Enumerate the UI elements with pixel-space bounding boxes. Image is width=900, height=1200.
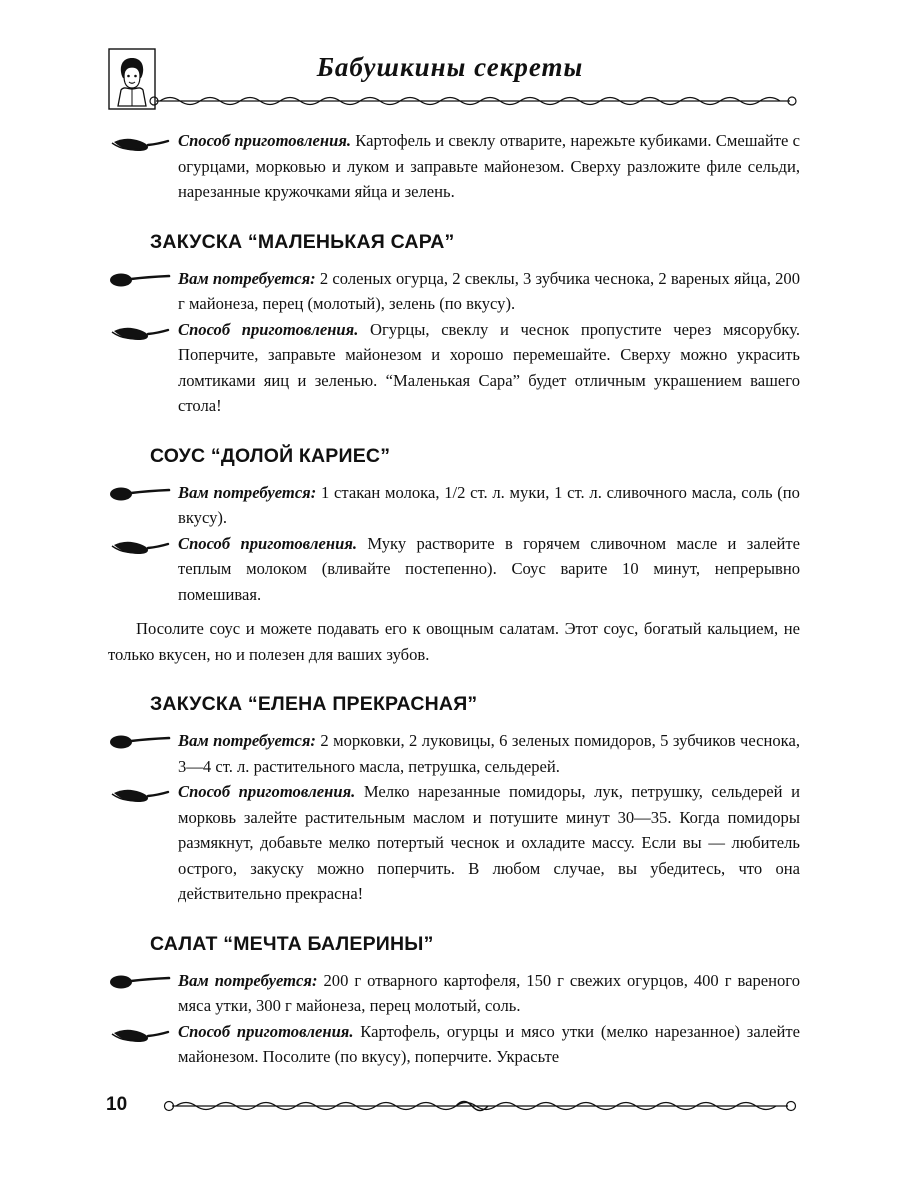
ingredients-text: 1 стакан молока, 1/2 ст. л. муки, 1 ст. л. сливочного масла, соль (по вкусу). bbox=[178, 482, 800, 527]
method-block bbox=[108, 531, 800, 608]
recipe-title: СОУС “ДОЛОЙ КАРИЕС” bbox=[150, 444, 391, 467]
spoon-icon bbox=[108, 970, 172, 994]
ingredients-paragraph bbox=[178, 480, 800, 531]
method-label: Способ приготовления. bbox=[178, 1021, 354, 1041]
ingredients-text: 2 морковки, 2 луковицы, 6 зеленых помидоров, 5 зубчиков чеснока, 3—4 ст. л. растительного масла, петрушка, сельдерей. bbox=[178, 731, 800, 776]
frying-pan-icon bbox=[108, 533, 172, 557]
ingredients-block bbox=[108, 480, 800, 531]
recipe-title: САЛАТ “МЕЧТА БАЛЕРИНЫ” bbox=[150, 932, 434, 955]
ingredients-block bbox=[108, 968, 800, 1019]
method-label: Способ приготовления. bbox=[178, 319, 359, 339]
spoon-icon bbox=[108, 268, 172, 292]
ingredients-label: Вам потребуется: bbox=[178, 731, 316, 750]
ingredients-block bbox=[108, 728, 800, 779]
frying-pan-icon bbox=[108, 1021, 172, 1045]
ingredients-text: 2 соленых огурца, 2 свеклы, 3 зубчика чеснока, 2 вареных яйца, 200 г майонеза, перец (молотый), зелень (по вкусу). bbox=[178, 268, 800, 313]
method-paragraph bbox=[178, 531, 800, 608]
spoon-icon bbox=[108, 730, 172, 754]
ingredients-label: Вам потребуется: bbox=[178, 268, 316, 288]
intro-method-block bbox=[108, 128, 800, 205]
page-body bbox=[108, 128, 800, 1070]
ingredients-paragraph bbox=[178, 968, 800, 1019]
page-footer bbox=[100, 1092, 800, 1126]
footer-ornament-divider bbox=[160, 1094, 800, 1118]
recipe-title: ЗАКУСКА “МАЛЕНЬКАЯ САРА” bbox=[150, 230, 455, 253]
method-text: Картофель, огурцы и мясо утки (мелко нарезанное) залейте майонезом. Посолите (по вкусу), поперчите. Украсьте bbox=[178, 1021, 800, 1066]
method-label: Способ приготовления. bbox=[178, 131, 352, 150]
page-title: Бабушкины секреты bbox=[316, 52, 584, 82]
method-paragraph bbox=[178, 779, 800, 907]
spoon-icon bbox=[108, 482, 172, 506]
ingredients-text: 200 г отварного картофеля, 150 г свежих огурцов, 400 г вареного мяса утки, 300 г майонеза, перец молотый, соль. bbox=[178, 970, 800, 1015]
method-label: Способ приготовления. bbox=[178, 533, 358, 553]
intro-method-paragraph bbox=[178, 128, 800, 205]
frying-pan-icon bbox=[108, 130, 172, 154]
method-paragraph bbox=[178, 317, 800, 419]
ingredients-label: Вам потребуется: bbox=[178, 482, 317, 502]
method-block bbox=[108, 1019, 800, 1070]
method-text: Мелко нарезанные помидоры, лук, петрушку, сельдерей и морковь залейте растительным маслом и потушите минут 30—35. Когда помидоры размякнут, добавьте мелко потертый чеснок и охладите массу. Если вы — любитель острого, закуску можно поперчить. В любом случае, вы убедитесь, что она действительно прекрасна! bbox=[178, 782, 800, 903]
page-number: 10 bbox=[106, 1094, 128, 1115]
ingredients-paragraph bbox=[178, 266, 800, 317]
method-text: Муку растворите в горячем сливочном масле и залейте теплым молоком (вливайте постепенно). Соус варите 10 минут, непрерывно помешивая. bbox=[178, 533, 800, 604]
method-text: Огурцы, свеклу и чеснок пропустите через мясорубку. Поперчите, заправьте майонезом и хорошо перемешайте. Сверху можно украсить ломтиками яиц и зеленью. “Маленькая Сара” будет отличным украшением вашего стола! bbox=[178, 319, 800, 415]
ingredients-block bbox=[108, 266, 800, 317]
extra-paragraph: Посолите соус и можете подавать его к овощным салатам. Этот соус, богатый кальцием, не только вкусен, но и полезен для ваших зубов. bbox=[108, 619, 800, 664]
intro-method-text: Картофель и свеклу отварите, нарежьте кубиками. Смешайте с огурцами, морковью и луком и заправьте майонезом. Сверху разложите филе сельди, нарезанные кружочками яйца и зелень. bbox=[178, 131, 800, 201]
method-label: Способ приготовления. bbox=[178, 782, 356, 801]
method-paragraph bbox=[178, 1019, 800, 1070]
header-ornament-divider bbox=[146, 92, 800, 110]
ingredients-paragraph bbox=[178, 728, 800, 779]
method-block bbox=[108, 317, 800, 419]
recipe-title: ЗАКУСКА “ЕЛЕНА ПРЕКРАСНАЯ” bbox=[150, 693, 478, 715]
page-header bbox=[100, 48, 800, 110]
frying-pan-icon bbox=[108, 319, 172, 343]
ingredients-label: Вам потребуется: bbox=[178, 970, 318, 990]
method-block bbox=[108, 779, 800, 907]
frying-pan-icon bbox=[108, 781, 172, 805]
